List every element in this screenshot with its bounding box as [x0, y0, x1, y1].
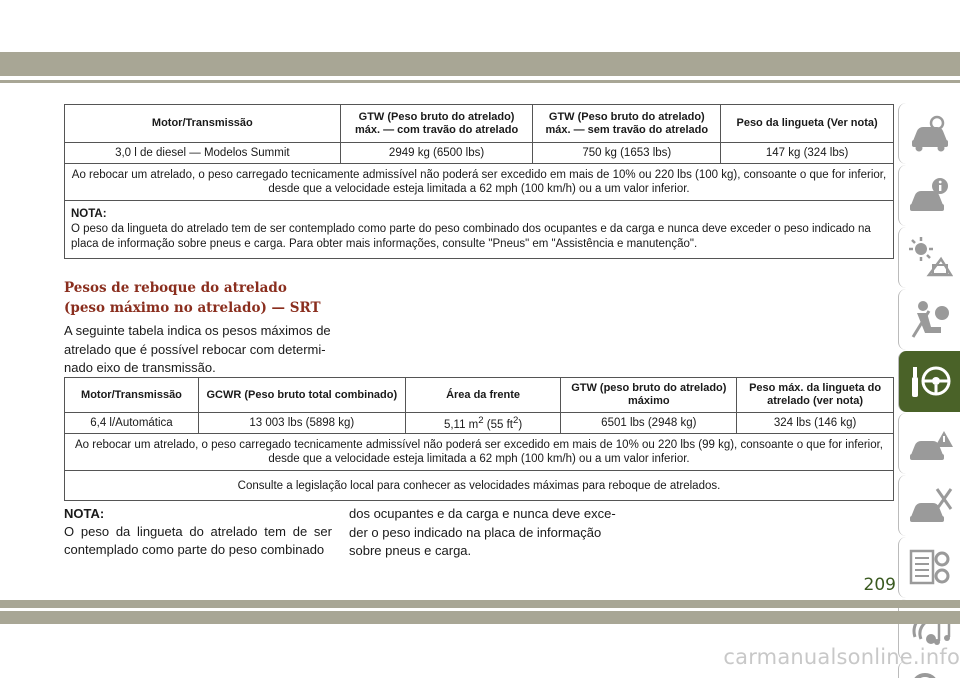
bottom-note-left [64, 505, 332, 559]
table-row [65, 201, 894, 259]
footer-band [0, 600, 960, 608]
note-text: O peso da lingueta do atrelado tem de ser contemplado como parte do peso combinado [64, 524, 332, 557]
table-cell: 750 kg (1653 lbs) [533, 143, 721, 164]
table-cell: 3,0 l de diesel — Modelos Summit [65, 143, 341, 164]
table-cell: 2949 kg (6500 lbs) [340, 143, 533, 164]
chapter-tabs [898, 103, 960, 678]
car-hazard-icon [907, 421, 953, 467]
superscript: 2 [478, 415, 484, 427]
steering-wheel-icon [907, 359, 953, 405]
note-title: NOTA: [71, 208, 107, 220]
area-metric: 5,11 m [443, 418, 479, 431]
superscript: 2 [512, 415, 519, 427]
chapter-tab[interactable] [898, 227, 960, 288]
chapter-tab[interactable] [898, 165, 960, 226]
header-band [0, 52, 960, 76]
table-header-row [65, 105, 894, 143]
top-margin [0, 0, 960, 50]
table-legislation: Consulte a legislação local para conhecer as velocidades máximas para reboque de atrelados. [65, 471, 894, 501]
towing-table-diesel [64, 104, 894, 259]
seat-airbag-icon [907, 297, 953, 343]
specifications-icon [907, 545, 953, 591]
car-dashboard-icon [907, 111, 953, 157]
table-cell: 147 kg (324 lbs) [721, 143, 894, 164]
section-intro: A seguinte tabela indica os pesos máximos de atrelado que é possível rebocar com determi-nado eixo de transmissão. [64, 323, 331, 375]
section-title-line: Pesos de reboque do atrelado [64, 280, 287, 296]
chapter-tab[interactable] [898, 103, 960, 164]
table-row [65, 413, 894, 434]
table-cell: 6,4 l/Automática [65, 413, 199, 434]
table-header-cell: Motor/Transmissão [65, 105, 341, 143]
chapter-tab[interactable] [898, 289, 960, 350]
watermark: carmanualsonline.info [723, 645, 960, 669]
table-row [65, 434, 894, 471]
table-cell: 13 003 lbs (5898 kg) [198, 413, 405, 434]
table-header-cell: Peso da lingueta (Ver nota) [721, 105, 894, 143]
table-row [65, 164, 894, 201]
page-number: 209 [863, 575, 896, 595]
section-title-line: (peso máximo no atrelado) — SRT [64, 300, 321, 316]
chapter-tab[interactable] [898, 537, 960, 598]
table-header-cell: GTW (Peso bruto do atrelado) máx. — com travão do atrelado [340, 105, 533, 143]
table-header-row [65, 378, 894, 413]
area-close: ) [518, 418, 523, 431]
table-header-cell: Motor/Transmissão [65, 378, 199, 413]
table-warning: Ao rebocar um atrelado, o peso carregado tecnicamente admissível não poderá ser excedido em mais de 10% ou 220 lbs (100 kg), consoante o que for inferior, desde que a velocidade esteja limitada a 62 mph (100 km/h) ou a um valor inferior. [65, 164, 894, 201]
chapter-tab-active[interactable] [898, 351, 960, 412]
table-cell [405, 413, 561, 434]
table-header-cell: Peso máx. da lingueta do atrelado (ver nota) [737, 378, 894, 413]
car-info-icon [907, 173, 953, 219]
towing-table-srt [64, 377, 894, 501]
note-title: NOTA: [64, 506, 105, 521]
table-row [65, 143, 894, 164]
section-title [64, 278, 364, 318]
chapter-tab[interactable] [898, 413, 960, 474]
note-text: O peso da lingueta do atrelado tem de ser contemplado como parte do peso combinado dos ocupantes e da carga e nunca deve exceder o peso indicado na placa de informação sobre pneus e carga. Para obter mais informações, consulte "Pneus" em "Assistência e manutenção". [71, 223, 871, 250]
table-row [65, 471, 894, 501]
table-cell: 6501 lbs (2948 kg) [561, 413, 737, 434]
chapter-tab[interactable] [898, 475, 960, 536]
table-warning: Ao rebocar um atrelado, o peso carregado tecnicamente admissível não poderá ser excedido em mais de 10% ou 220 lbs (99 kg), consoante o que for inferior, desde que a velocidade esteja limitada a 62 mph (100 km/h) ou a um valor inferior. [65, 434, 894, 471]
table-note [65, 201, 894, 259]
table-header-cell: GTW (peso bruto do atrelado) máximo [561, 378, 737, 413]
service-tools-icon [907, 483, 953, 529]
table-header-cell: GTW (Peso bruto do atrelado) máx. — sem travão do atrelado [533, 105, 721, 143]
bottom-note-right: dos ocupantes e da carga e nunca deve exce-der o peso indicado na placa de informação sobre pneus e carga. [349, 506, 616, 558]
header-rule [0, 80, 960, 83]
table-cell: 324 lbs (146 kg) [737, 413, 894, 434]
table-header-cell: Área da frente [405, 378, 561, 413]
warning-lights-icon [907, 235, 953, 281]
search-icon [907, 669, 953, 678]
footer-rule [0, 611, 960, 624]
area-imperial: (55 ft [483, 418, 513, 431]
table-header-cell: GCWR (Peso bruto total combinado) [198, 378, 405, 413]
